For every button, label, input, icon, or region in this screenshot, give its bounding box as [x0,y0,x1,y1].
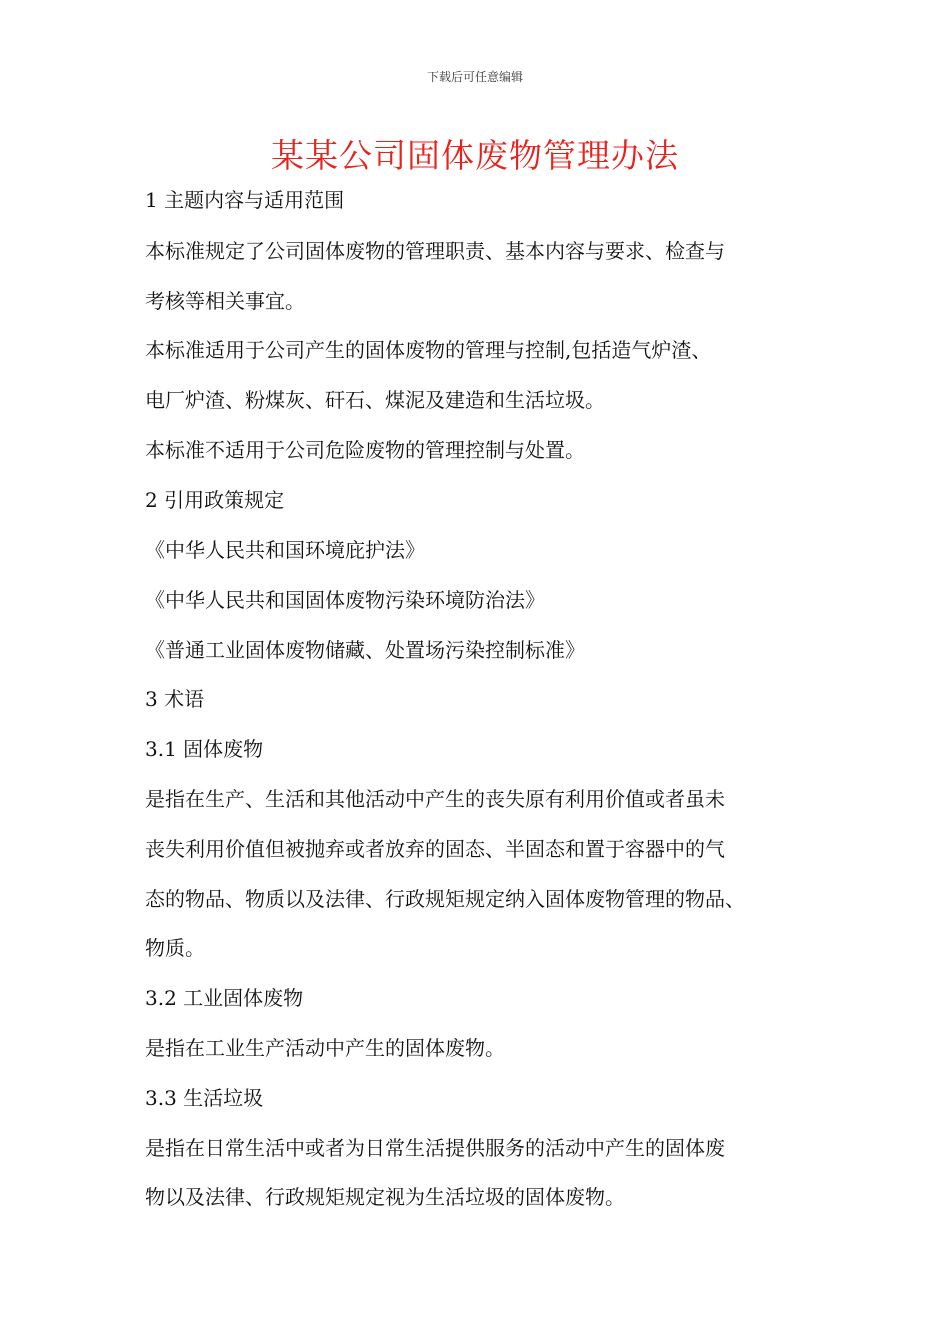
subsection-heading-3-2: 3.2 工业固体废物 [145,986,304,1010]
subsection-heading-3-3: 3.3 生活垃圾 [145,1086,264,1110]
reference-item: 《中华人民共和国固体废物污染环境防治法》 [145,588,545,612]
section-heading-2: 2 引用政策规定 [145,488,285,512]
paragraph-line: 物以及法律、行政规矩规定视为生活垃圾的固体废物。 [145,1185,625,1209]
section-heading-1: 1 主题内容与适用范围 [145,188,345,212]
paragraph-line: 是指在日常生活中或者为日常生活提供服务的活动中产生的固体废 [145,1136,725,1160]
paragraph-line: 本标准适用于公司产生的固体废物的管理与控制,包括造气炉渣、 [145,338,712,362]
paragraph-line: 态的物品、物质以及法律、行政规矩规定纳入固体废物管理的物品、 [145,887,745,911]
reference-item: 《中华人民共和国环境庇护法》 [145,538,425,562]
reference-item: 《普通工业固体废物储藏、处置场污染控制标准》 [145,638,585,662]
paragraph-line: 电厂炉渣、粉煤灰、矸石、煤泥及建造和生活垃圾。 [145,388,605,412]
paragraph-line: 物质。 [145,936,205,960]
section-heading-3: 3 术语 [145,687,205,711]
paragraph-line: 本标准规定了公司固体废物的管理职责、基本内容与要求、检查与 [145,239,725,263]
document-title: 某某公司固体废物管理办法 [271,136,679,175]
paragraph-line: 本标准不适用于公司危险废物的管理控制与处置。 [145,438,585,462]
paragraph-line: 考核等相关事宜。 [145,289,305,313]
subsection-heading-3-1: 3.1 固体废物 [145,737,264,761]
paragraph-line: 丧失利用价值但被抛弃或者放弃的固态、半固态和置于容器中的气 [145,837,725,861]
header-note: 下载后可任意编辑 [426,70,523,84]
paragraph-line: 是指在生产、生活和其他活动中产生的丧失原有利用价值或者虽未 [145,787,725,811]
paragraph-line: 是指在工业生产活动中产生的固体废物。 [145,1036,505,1060]
